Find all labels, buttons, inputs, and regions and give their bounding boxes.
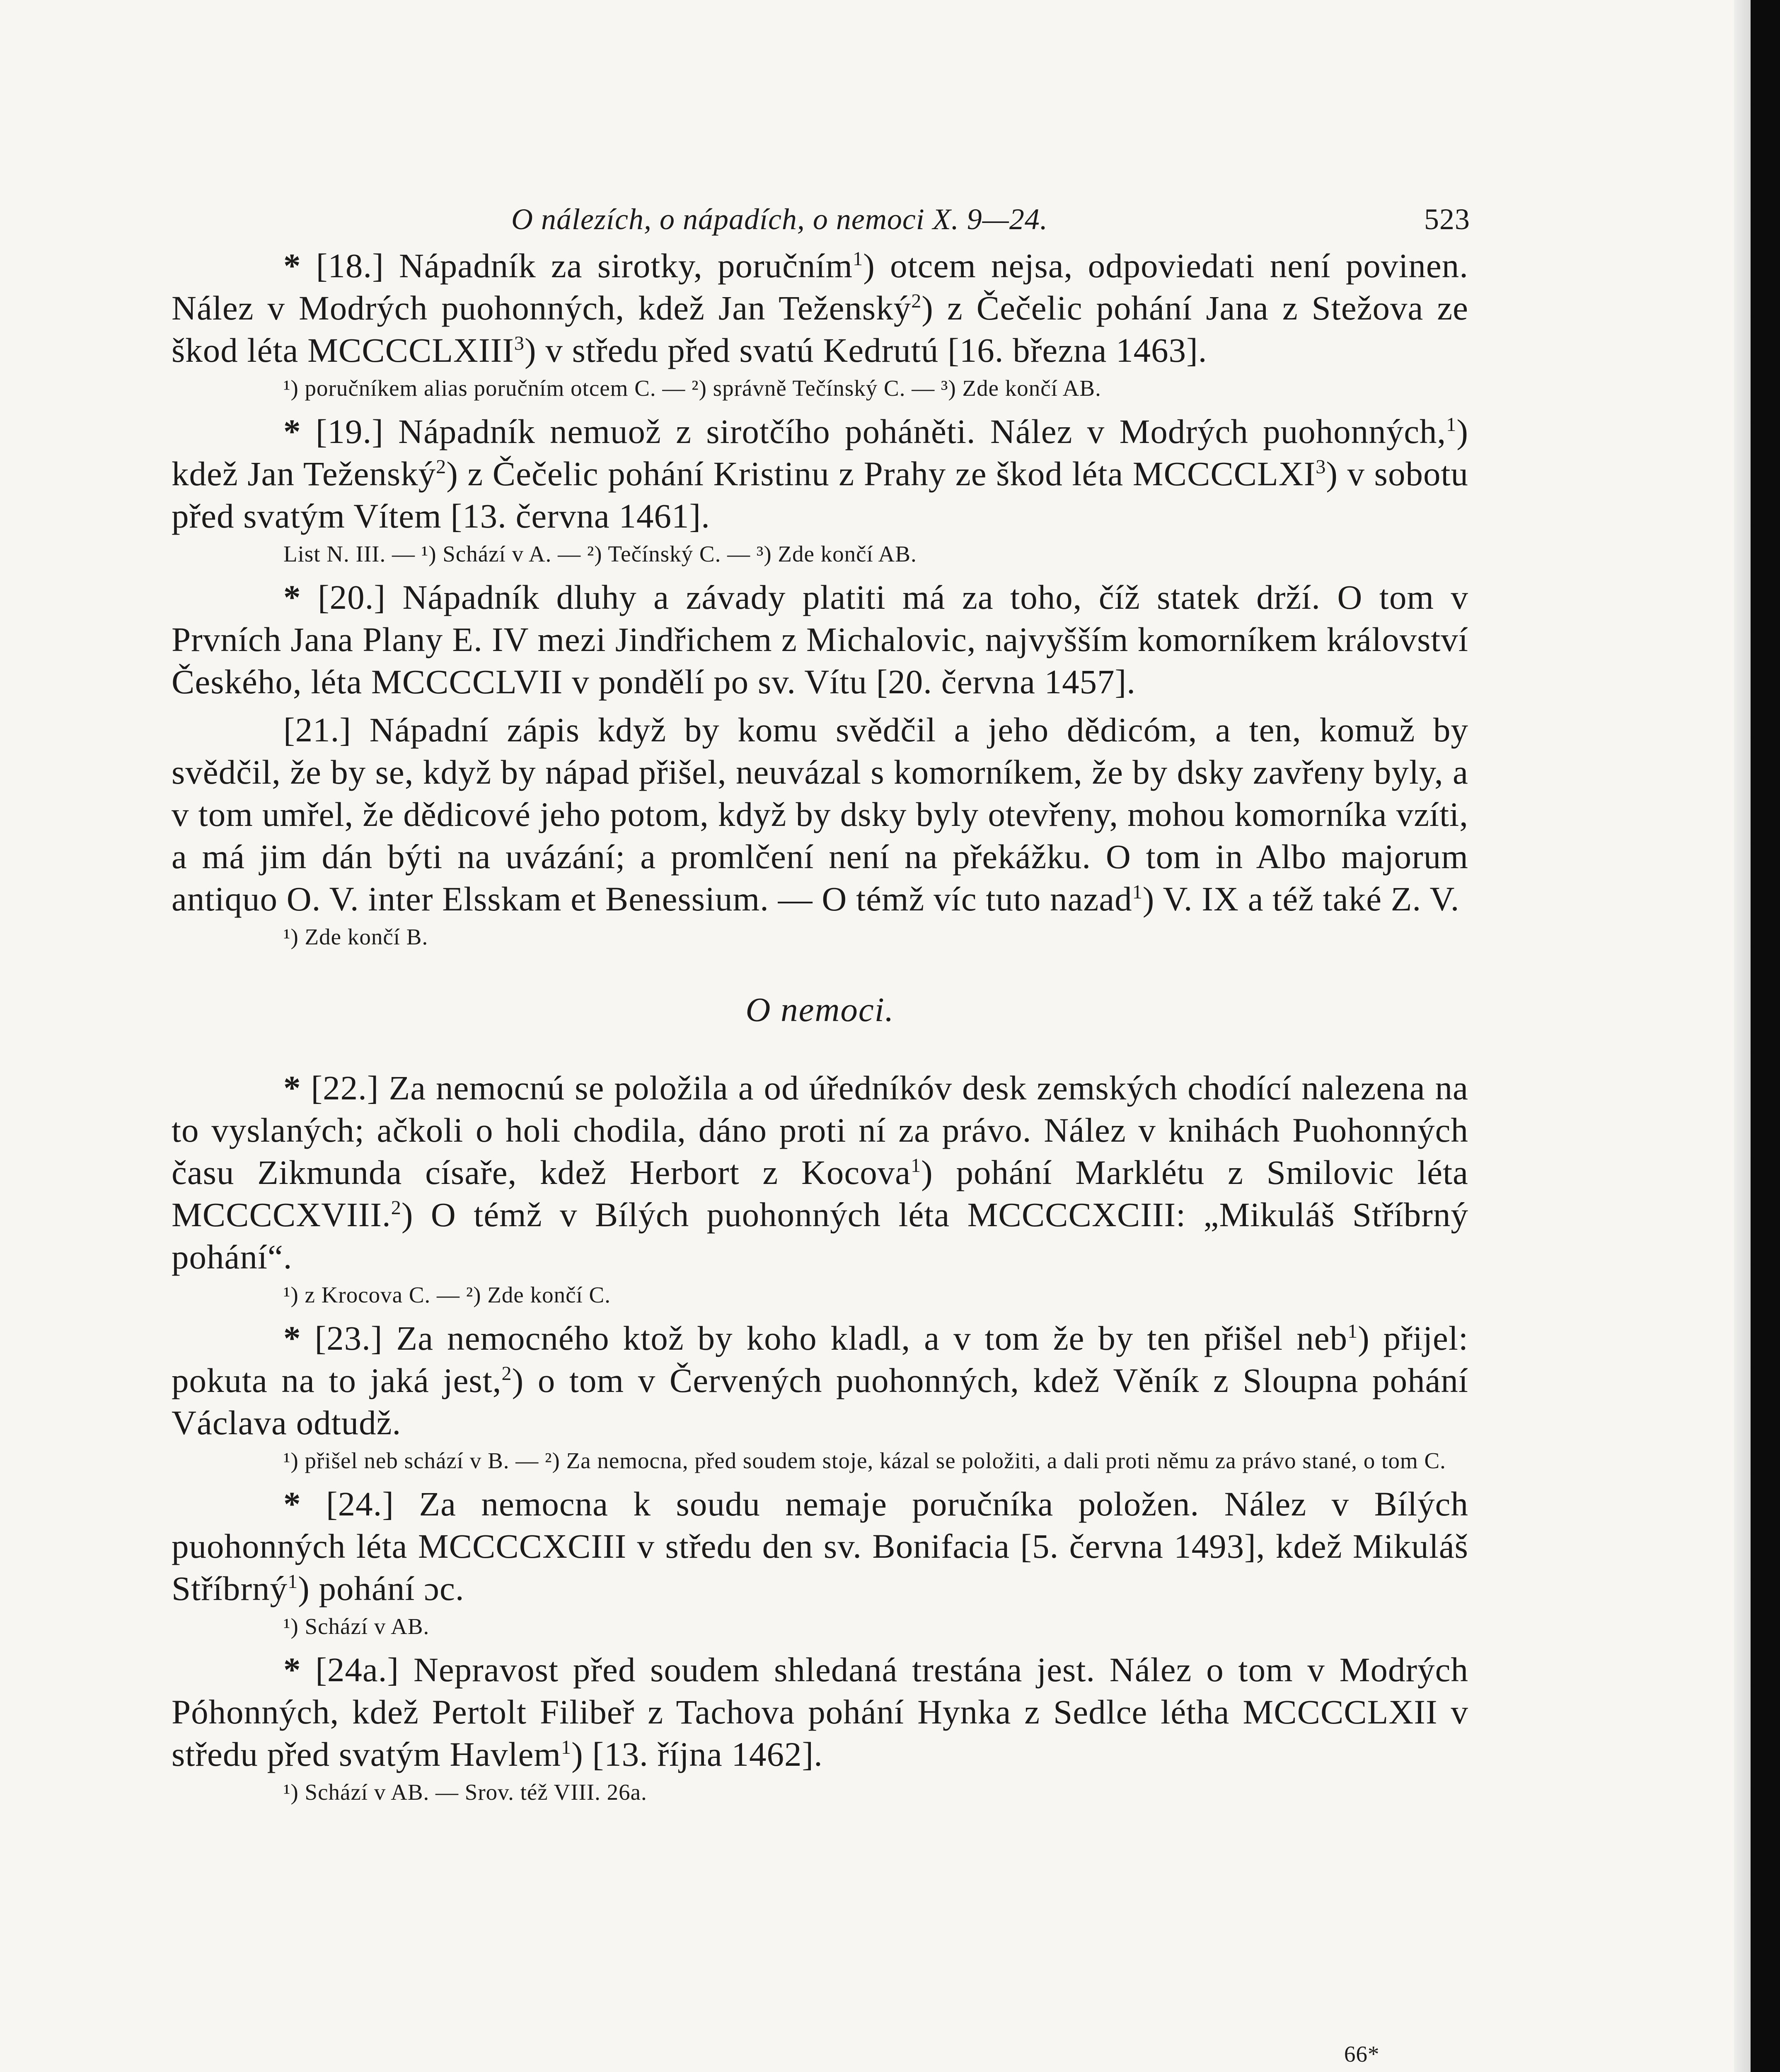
article-19: * [19.] Nápadník nemuož z sirotčího poháněti. Nález v Modrých puohonných,$^1$) kdež Jan Teženský$^2$) z Čečelic pohání Kristinu z Prahy ze škod léta MCCCCLXI$^3$) v sobotu před svatým Vítem [13. června 1461]. (172, 412, 1468, 535)
footnote-19: List N. III. — ¹) Schází v A. — ²) Tečínský C. — ³) Zde končí AB. (283, 541, 917, 566)
section-heading: O nemoci. (745, 990, 895, 1029)
footnote-18: ¹) poručníkem alias poručním otcem C. — ²) správně Tečínský C. — ³) Zde končí AB. (283, 375, 1101, 401)
article-18: * [18.] Nápadník za sirotky, poručním$^1$) otcem nejsa, odpoviedati není povinen. Nález v Modrých puohonných, kdež Jan Teženský$^2$) z Čečelic pohání Jana z Stežova ze škod léta MCCCCLXIII$^3$) v středu před svatú Kedrutú [16. března 1463]. (172, 247, 1469, 369)
article-20: * [20.] Nápadník dluhy a závady platiti má za toho, číž statek drží. O tom v Prvních Jana Plany E. IV mezi Jindřichem z Michalovic, najvyšším komorníkem království Českého, léta MCCCCLVII v pondělí po sv. Vítu [20. června 1457]. (172, 578, 1469, 701)
footnote-22: ¹) z Krocova C. — ²) Zde končí C. (283, 1282, 611, 1307)
star-marker: * (283, 247, 301, 285)
article-21: [21.] Nápadní zápis když by komu svědčil a jeho dědicóm, a ten, komuž by svědčil, že by se, když by nápad přišel, neuvázal s komorníkem, že by dsky zavřeny byly, a v tom umřel, že dědicové jeho potom, když by dsky byly otevřeny, mohou komorníka vzíti, a má jim dán býti na uvázání; a promlčení není na překážku. O tom in Albo majorum antiquo O. V. inter Elsskam et Benessium. — O témž víc tuto nazad$^1$) V. IX a též také Z. V. (172, 711, 1468, 918)
printer-signature: 66* (1344, 2041, 1380, 2067)
star-marker: * (283, 1319, 301, 1357)
article-24: * [24.] Za nemocna k soudu nemaje poručníka položen. Nález v Bílých puohonných léta MCCCCXCIII v středu den sv. Bonifacia [5. června 1493], kdež Mikuláš Stříbrný$^1$) pohání ɔc. (172, 1485, 1469, 1607)
article-22: * [22.] Za nemocnú se položila a od úředníkóv desk zemských chodící nalezena na to vyslaných; ačkoli o holi chodila, dáno proti ní za právo. Nález v knihách Puohonných času Zikmunda císaře, kdež Herbort z Kocova$^1$) pohání Marklétu z Smilovic léta MCCCCXVIII.$^2$) O témž v Bílých puohonných léta MCCCCXCIII: „Mikuláš Stříbrný pohání“. (172, 1069, 1468, 1276)
star-marker: * (283, 1485, 301, 1523)
star-marker: * (283, 578, 301, 616)
footnote-24a: ¹) Schází v AB. — Srov. též VIII. 26a. (283, 1779, 647, 1805)
running-header (172, 199, 1468, 244)
page-number: 523 (1424, 203, 1470, 236)
article-24a: * [24a.] Nepravost před soudem shledaná trestána jest. Nález o tom v Modrých Póhonných, kdež Pertolt Filibeř z Tachova pohání Hynka z Sedlce létha MCCCCLXII v středu před svatým Havlem$^1$) [13. října 1462]. (172, 1651, 1468, 1773)
footnote-23: ¹) přišel neb schází v B. — ²) Za nemocna, před soudem stoje, kázal se položiti, a dali proti němu za právo stané, o tom C. (283, 1448, 1446, 1473)
article-23: * [23.] Za nemocného ktož by koho kladl, a v tom že by ten přišel neb$^1$) přijel: pokuta na to jaká jest,$^2$) o tom v Červených puohonných, kdež Věník z Sloupna pohání Václava odtudž. (172, 1319, 1469, 1442)
star-marker: * (283, 412, 301, 450)
page-content (172, 199, 1468, 1814)
footnote-24: ¹) Schází v AB. (283, 1614, 430, 1639)
star-marker: * (283, 1651, 301, 1689)
footnote-21: ¹) Zde končí B. (283, 924, 428, 949)
page-edge (1734, 0, 1751, 2072)
star-marker: * (283, 1069, 301, 1107)
header-title: O nálezích, o nápadích, o nemoci X. 9—24. (511, 203, 1048, 236)
